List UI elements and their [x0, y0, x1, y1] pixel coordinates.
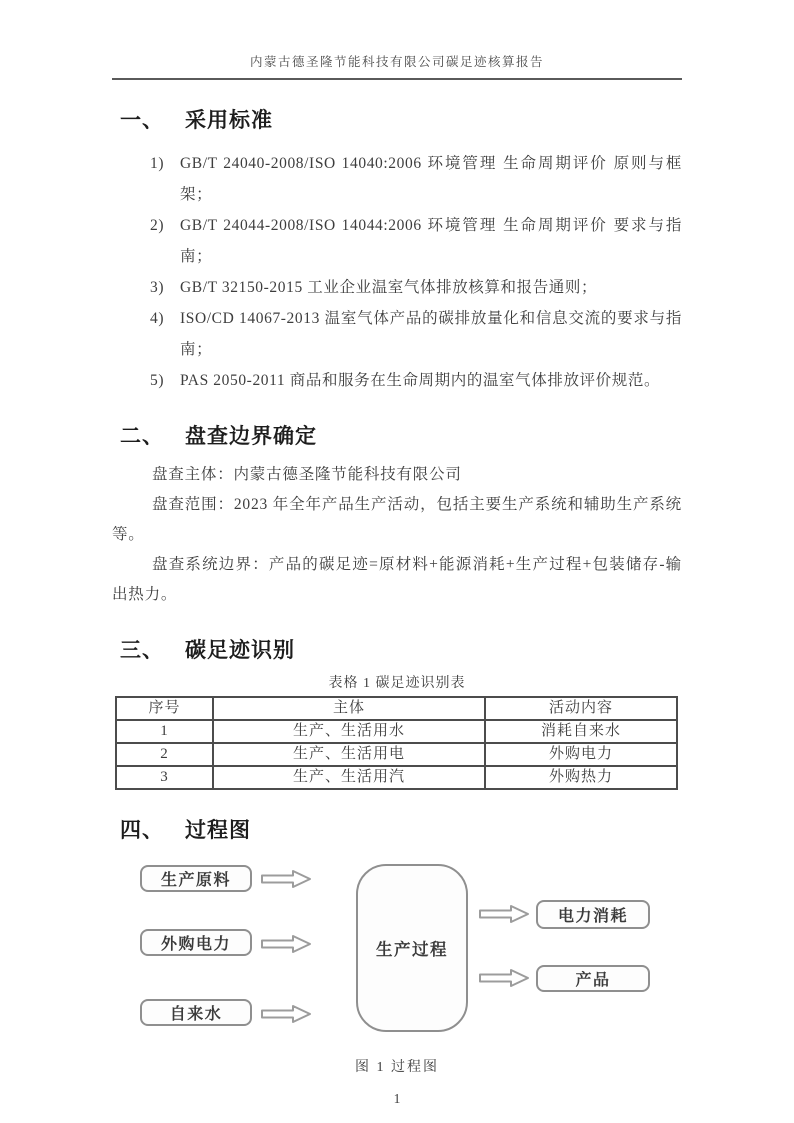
- running-header-text: 内蒙古德圣隆节能科技有限公司碳足迹核算报告: [249, 55, 544, 69]
- table-cell: 生产、生活用水: [213, 720, 485, 743]
- list-item-text: GB/T 24040-2008/ISO 14040:2006 环境管理 生命周期评价 原则与框架；: [180, 155, 682, 203]
- list-item-text: GB/T 32150-2015 工业企业温室气体排放核算和报告通则；: [180, 279, 598, 296]
- flow-arrow-icon: [260, 1004, 312, 1024]
- flow-arrow-icon: [260, 934, 312, 954]
- table-cell: 2: [116, 743, 213, 766]
- standards-list-item: [112, 272, 682, 303]
- table-header-cell: 序号: [116, 697, 213, 720]
- diagram-output-box-electricity-consumption: 电力消耗: [536, 900, 650, 929]
- flow-arrow-icon: [478, 904, 530, 924]
- list-item-text: PAS 2050-2011 商品和服务在生命周期内的温室气体排放评价规范。: [180, 372, 661, 389]
- standards-list-item: [112, 210, 682, 272]
- section-number: 二、: [120, 425, 164, 448]
- standards-list-item: [112, 365, 682, 396]
- standards-list-item: [112, 303, 682, 365]
- table-cell: 3: [116, 766, 213, 789]
- diagram-input-box-tap-water: 自来水: [140, 999, 252, 1026]
- list-marker: 1): [150, 155, 165, 172]
- table-caption: 表格 1 碳足迹识别表: [328, 676, 466, 691]
- table-cell: 生产、生活用电: [213, 743, 485, 766]
- section-title: 盘查边界确定: [185, 425, 317, 448]
- diagram-output-box-product: 产品: [536, 965, 650, 992]
- table-row: [116, 766, 677, 789]
- paragraph-scope: 盘查范围：2023 年全年产品生产活动，包括主要生产系统和辅助生产系统等。: [112, 496, 682, 543]
- section-1-heading: [112, 107, 682, 135]
- table-cell: 生产、生活用汽: [213, 766, 485, 789]
- flow-arrow-icon: [260, 869, 312, 889]
- paragraph-subject: 盘查主体：内蒙古德圣隆节能科技有限公司: [152, 466, 462, 483]
- table-header-cell: 主体: [213, 697, 485, 720]
- diagram-input-box-raw-materials: 生产原料: [140, 865, 252, 892]
- section-title: 过程图: [185, 819, 251, 842]
- list-marker: 5): [150, 372, 165, 389]
- running-header: [112, 52, 682, 80]
- section-3-heading: [112, 637, 682, 665]
- footprint-identification-table: [115, 696, 678, 790]
- list-item-text: ISO/CD 14067-2013 温室气体产品的碳排放量化和信息交流的要求与指南；: [180, 310, 682, 358]
- figure-caption: 图 1 过程图: [355, 1060, 439, 1075]
- table-header-cell: 活动内容: [485, 697, 677, 720]
- diagram-input-box-purchased-electricity: 外购电力: [140, 929, 252, 956]
- list-marker: 4): [150, 310, 165, 327]
- table-cell: 1: [116, 720, 213, 743]
- section-title: 碳足迹识别: [185, 639, 295, 662]
- diagram-process-box: 生产过程: [356, 864, 468, 1032]
- section-number: 一、: [120, 109, 164, 132]
- section-number: 四、: [120, 819, 164, 842]
- table-cell: 外购电力: [485, 743, 677, 766]
- flow-arrow-icon: [478, 968, 530, 988]
- list-marker: 3): [150, 279, 165, 296]
- section-number: 三、: [120, 639, 164, 662]
- section-2-heading: [112, 423, 682, 451]
- boundary-paragraphs: [112, 460, 682, 610]
- standards-list-item: [112, 148, 682, 210]
- table-row: [116, 743, 677, 766]
- table-cell: 外购热力: [485, 766, 677, 789]
- table-header-row: [116, 697, 677, 720]
- section-4-heading: [112, 817, 682, 845]
- page-number: 1: [393, 1091, 401, 1106]
- section-title: 采用标准: [185, 109, 273, 132]
- standards-list: [112, 148, 682, 396]
- list-item-text: GB/T 24044-2008/ISO 14044:2006 环境管理 生命周期评价 要求与指南；: [180, 217, 682, 265]
- list-marker: 2): [150, 217, 165, 234]
- table-cell: 消耗自来水: [485, 720, 677, 743]
- table-row: [116, 720, 677, 743]
- paragraph-system-boundary: 盘查系统边界：产品的碳足迹=原材料+能源消耗+生产过程+包装储存-输出热力。: [112, 556, 682, 603]
- process-diagram: [124, 858, 682, 1039]
